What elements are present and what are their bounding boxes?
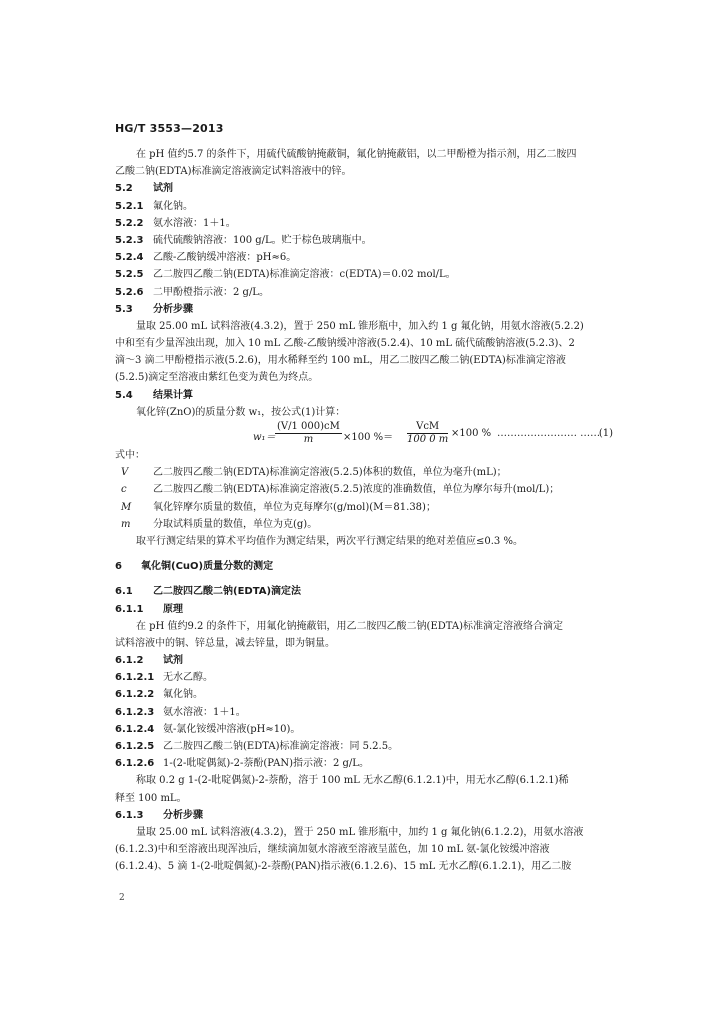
paragraph-line: 量取 25.00 mL 试料溶液(4.3.2)，置于 250 mL 锥形瓶中，加入约 1 g 氟化钠，用氨水溶液(5.2.2) <box>136 320 584 332</box>
fraction-numerator: (V/1 000)cM <box>277 421 340 432</box>
section-heading-5-3 <box>115 301 613 318</box>
document-code: HG/T 3553—2013 <box>115 122 224 135</box>
item-number: 6.1.2.1 <box>115 672 155 684</box>
section-number: 6.1 <box>115 586 133 598</box>
item-text: 二甲酚橙指示液：2 g/L。 <box>153 286 269 298</box>
item-text: 氟化钠。 <box>163 689 203 701</box>
section-heading-6-1 <box>115 583 613 600</box>
formula-fraction <box>275 421 342 446</box>
item-number: 5.2.6 <box>115 286 144 298</box>
formula-fraction <box>407 421 448 446</box>
paragraph-line: 量取 25.00 mL 试料溶液(4.3.2)，置于 250 mL 锥形瓶中，加约 1 g 氟化钠(6.1.2.2)，用氨水溶液 <box>136 826 584 838</box>
reagent-item <box>115 738 613 755</box>
symbol-text: 氧化锌摩尔质量的数值，单位为克每摩尔(g/mol)(M＝81.38)； <box>153 501 436 513</box>
item-number: 5.2.3 <box>115 234 144 246</box>
symbol-definition <box>115 516 613 533</box>
paragraph-line: (6.1.2.4)、5 滴 1-(2-吡啶偶氮)-2-萘酚(PAN)指示液(6.1.2.6)、15 mL 无水乙醇(6.1.2.1)，用乙二胺 <box>115 861 572 873</box>
symbol-definition <box>115 499 613 516</box>
item-number: 6.1.2.5 <box>115 741 155 752</box>
formula-lhs: w₁＝ <box>253 432 276 443</box>
fraction-denominator: m <box>303 434 314 445</box>
paragraph-line: 滴～3 滴二甲酚橙指示液(5.2.6)，用水稀释至约 100 mL，用乙二胺四乙酸二钠(EDTA)标准滴定溶液 <box>115 355 566 367</box>
item-text: 1-(2-吡啶偶氮)-2-萘酚(PAN)指示液：2 g/L。 <box>163 758 369 770</box>
item-text: 乙酸-乙酸钠缓冲溶液：pH≈6。 <box>153 252 297 264</box>
item-text: 氨水溶液：1＋1。 <box>163 706 246 718</box>
fraction-numerator: VcM <box>407 421 448 434</box>
section-title: 乙二胺四乙酸二钠(EDTA)滴定法 <box>153 586 302 598</box>
item-text: 氨水溶液：1＋1。 <box>153 217 236 229</box>
item-text: 乙二胺四乙酸二钠(EDTA)标准滴定溶液：同 5.2.5。 <box>163 741 399 752</box>
item-number: 6.1.2.4 <box>115 723 155 735</box>
section-number: 6.1.1 <box>115 603 144 615</box>
paragraph-line: 中和至有少量浑浊出现，加入 10 mL 乙酸-乙酸钠缓冲溶液(5.2.4)、10 mL 硫代硫酸钠溶液(5.2.3)、2 <box>115 338 575 350</box>
item-text: 无水乙醇。 <box>163 672 213 684</box>
paragraph-line: 称取 0.2 g 1-(2-吡啶偶氮)-2-萘酚，溶于 100 mL 无水乙醇(6.1.2.1)中，用无水乙醇(6.1.2.1)稀 <box>136 775 569 787</box>
formula-operator: ×100 %＝ <box>343 432 394 443</box>
symbol: m <box>121 518 131 530</box>
paragraph-line: (5.2.5)滴定至溶液由紫红色变为黄色为终点。 <box>115 372 319 384</box>
paragraph-line: 释至 100 mL。 <box>115 792 187 804</box>
symbol-definition <box>115 464 613 481</box>
result-note: 取平行测定结果的算术平均值作为测定结果，两次平行测定结果的绝对差值应≤0.3 %。 <box>136 535 523 547</box>
symbol: M <box>121 501 132 513</box>
item-number: 6.1.2.3 <box>115 706 155 718</box>
section-title: 原理 <box>163 603 183 615</box>
formula-1 <box>115 421 613 447</box>
section-number: 5.3 <box>115 303 133 315</box>
item-number: 5.2.2 <box>115 217 144 229</box>
reagent-item <box>115 284 613 301</box>
section-number: 6.1.3 <box>115 809 144 821</box>
reagent-item <box>115 755 613 772</box>
where-label: 式中： <box>115 450 145 461</box>
reagent-item <box>115 669 613 686</box>
reagent-item <box>115 686 613 703</box>
item-number: 6.1.2.2 <box>115 689 155 701</box>
item-number: 5.2.5 <box>115 269 144 281</box>
spacer <box>115 550 613 558</box>
reagent-item <box>115 266 613 283</box>
paragraph-line: 在 pH 值约5.7 的条件下，用硫代硫酸钠掩蔽铜，氟化钠掩蔽铝，以二甲酚橙为指示剂，用乙二胺四 <box>136 149 577 160</box>
paragraph-line: 乙酸二钠(EDTA)标准滴定溶液滴定试料溶液中的锌。 <box>115 166 352 178</box>
item-number: 5.2.1 <box>115 200 144 212</box>
section-heading-5-2 <box>115 180 613 197</box>
reagent-item <box>115 198 613 215</box>
formula-number: (1) <box>598 428 613 439</box>
section-heading-5-4 <box>115 387 613 404</box>
page-number: 2 <box>119 893 125 903</box>
reagent-item <box>115 704 613 721</box>
symbol: c <box>121 484 127 496</box>
spacer <box>115 575 613 583</box>
page-content <box>115 146 613 876</box>
paragraph-line: 氧化锌(ZnO)的质量分数 w₁，按公式(1)计算： <box>136 406 346 418</box>
section-heading-6-1-1 <box>115 601 613 618</box>
paragraph-line: 试料溶液中的铜、锌总量，减去锌量，即为铜量。 <box>115 637 335 649</box>
section-heading-6-1-2 <box>115 652 613 669</box>
section-title: 氧化铜(CuO)质量分数的测定 <box>141 561 274 573</box>
reagent-item <box>115 215 613 232</box>
section-number: 6.1.2 <box>115 655 144 667</box>
section-title: 试剂 <box>153 183 173 195</box>
section-number: 6 <box>115 561 122 573</box>
section-title: 分析步骤 <box>163 809 203 821</box>
item-text: 氟化钠。 <box>153 200 193 212</box>
section-heading-6-1-3 <box>115 807 613 824</box>
fraction-denominator: 100 0 m <box>407 434 449 445</box>
item-number: 5.2.4 <box>115 252 144 264</box>
reagent-item <box>115 232 613 249</box>
section-title: 分析步骤 <box>153 303 193 315</box>
reagent-item <box>115 249 613 266</box>
symbol-text: 乙二胺四乙酸二钠(EDTA)标准滴定溶液(5.2.5)浓度的准确数值，单位为摩尔每升(mol/L)； <box>153 484 560 496</box>
paragraph-line: (6.1.2.3)中和至溶液出现浑浊后，继续滴加氨水溶液至溶液呈蓝色，加 10 mL 氨-氯化铵缓冲溶液 <box>115 844 550 856</box>
formula-leader-dots: …………………… …… <box>497 428 601 439</box>
section-title: 结果计算 <box>153 389 193 401</box>
item-number: 6.1.2.6 <box>115 758 155 770</box>
section-number: 5.4 <box>115 389 133 401</box>
symbol-text: 分取试料质量的数值，单位为克(g)。 <box>153 518 318 530</box>
section-heading-6 <box>115 558 613 575</box>
section-title: 试剂 <box>163 655 183 667</box>
section-number: 5.2 <box>115 183 133 195</box>
symbol-text: 乙二胺四乙酸二钠(EDTA)标准滴定溶液(5.2.5)体积的数值，单位为毫升(mL)； <box>153 467 507 479</box>
formula-operator: ×100 % <box>451 428 492 439</box>
item-text: 氨-氯化铵缓冲溶液(pH≈10)。 <box>163 723 301 735</box>
reagent-item <box>115 721 613 738</box>
symbol: V <box>121 467 129 479</box>
paragraph-line: 在 pH 值约9.2 的条件下，用氟化钠掩蔽铝，用乙二胺四乙酸二钠(EDTA)标准滴定溶液络合滴定 <box>136 620 564 632</box>
symbol-definition <box>115 481 613 498</box>
item-text: 乙二胺四乙酸二钠(EDTA)标准滴定溶液：c(EDTA)＝0.02 mol/L。 <box>153 269 456 281</box>
item-text: 硫代硫酸钠溶液：100 g/L。贮于棕色玻璃瓶中。 <box>153 234 372 246</box>
